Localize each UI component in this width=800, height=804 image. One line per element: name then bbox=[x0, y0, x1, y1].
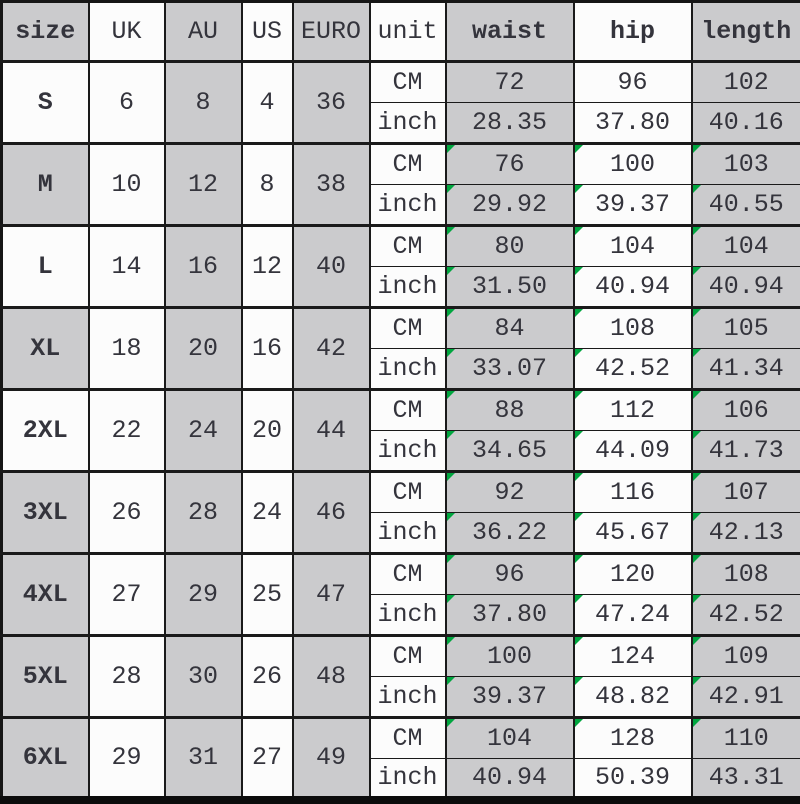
waist-cm-cell: 92 bbox=[446, 472, 574, 513]
uk-cell: 26 bbox=[89, 472, 165, 554]
us-cell: 16 bbox=[242, 308, 293, 390]
row-4xl-cm bbox=[2, 554, 800, 595]
header-euro: EURO bbox=[293, 2, 370, 62]
header-row bbox=[2, 2, 800, 62]
hip-cm-cell: 100 bbox=[574, 144, 692, 185]
header-uk: UK bbox=[89, 2, 165, 62]
au-cell: 30 bbox=[165, 636, 242, 718]
euro-cell: 40 bbox=[293, 226, 370, 308]
uk-cell: 6 bbox=[89, 62, 165, 144]
us-cell: 27 bbox=[242, 718, 293, 800]
header-waist: waist bbox=[446, 2, 574, 62]
waist-inch-cell: 37.80 bbox=[446, 595, 574, 636]
hip-inch-cell: 40.94 bbox=[574, 267, 692, 308]
length-cm-cell: 108 bbox=[692, 554, 800, 595]
hip-cm-cell: 124 bbox=[574, 636, 692, 677]
us-cell: 20 bbox=[242, 390, 293, 472]
hip-inch-cell: 45.67 bbox=[574, 513, 692, 554]
us-cell: 26 bbox=[242, 636, 293, 718]
uk-cell: 18 bbox=[89, 308, 165, 390]
au-cell: 28 bbox=[165, 472, 242, 554]
length-inch-cell: 40.55 bbox=[692, 185, 800, 226]
au-cell: 20 bbox=[165, 308, 242, 390]
length-cm-cell: 102 bbox=[692, 62, 800, 103]
waist-cm-cell: 84 bbox=[446, 308, 574, 349]
us-cell: 12 bbox=[242, 226, 293, 308]
au-cell: 24 bbox=[165, 390, 242, 472]
length-cm-cell: 105 bbox=[692, 308, 800, 349]
unit-cm-cell: CM bbox=[370, 62, 446, 103]
us-cell: 25 bbox=[242, 554, 293, 636]
unit-cm-cell: CM bbox=[370, 554, 446, 595]
au-cell: 12 bbox=[165, 144, 242, 226]
unit-cm-cell: CM bbox=[370, 472, 446, 513]
euro-cell: 48 bbox=[293, 636, 370, 718]
waist-cm-cell: 76 bbox=[446, 144, 574, 185]
hip-inch-cell: 37.80 bbox=[574, 103, 692, 144]
waist-inch-cell: 36.22 bbox=[446, 513, 574, 554]
us-cell: 8 bbox=[242, 144, 293, 226]
unit-cm-cell: CM bbox=[370, 718, 446, 759]
length-cm-cell: 107 bbox=[692, 472, 800, 513]
hip-inch-cell: 48.82 bbox=[574, 677, 692, 718]
waist-cm-cell: 96 bbox=[446, 554, 574, 595]
hip-inch-cell: 44.09 bbox=[574, 431, 692, 472]
waist-cm-cell: 80 bbox=[446, 226, 574, 267]
hip-inch-cell: 42.52 bbox=[574, 349, 692, 390]
length-inch-cell: 42.91 bbox=[692, 677, 800, 718]
waist-inch-cell: 31.50 bbox=[446, 267, 574, 308]
waist-inch-cell: 29.92 bbox=[446, 185, 574, 226]
au-cell: 31 bbox=[165, 718, 242, 800]
hip-cm-cell: 96 bbox=[574, 62, 692, 103]
waist-inch-cell: 39.37 bbox=[446, 677, 574, 718]
row-2xl-cm bbox=[2, 390, 800, 431]
waist-cm-cell: 104 bbox=[446, 718, 574, 759]
euro-cell: 46 bbox=[293, 472, 370, 554]
header-length: length bbox=[692, 2, 800, 62]
uk-cell: 22 bbox=[89, 390, 165, 472]
waist-inch-cell: 40.94 bbox=[446, 759, 574, 800]
row-3xl-cm bbox=[2, 472, 800, 513]
uk-cell: 14 bbox=[89, 226, 165, 308]
unit-inch-cell: inch bbox=[370, 185, 446, 226]
length-cm-cell: 104 bbox=[692, 226, 800, 267]
length-inch-cell: 42.13 bbox=[692, 513, 800, 554]
waist-cm-cell: 88 bbox=[446, 390, 574, 431]
size-cell: L bbox=[2, 226, 89, 308]
unit-cm-cell: CM bbox=[370, 144, 446, 185]
au-cell: 16 bbox=[165, 226, 242, 308]
us-cell: 4 bbox=[242, 62, 293, 144]
size-cell: M bbox=[2, 144, 89, 226]
unit-inch-cell: inch bbox=[370, 267, 446, 308]
hip-inch-cell: 50.39 bbox=[574, 759, 692, 800]
length-inch-cell: 40.16 bbox=[692, 103, 800, 144]
length-inch-cell: 41.34 bbox=[692, 349, 800, 390]
header-us: US bbox=[242, 2, 293, 62]
hip-cm-cell: 104 bbox=[574, 226, 692, 267]
unit-inch-cell: inch bbox=[370, 349, 446, 390]
size-cell: 3XL bbox=[2, 472, 89, 554]
length-inch-cell: 43.31 bbox=[692, 759, 800, 800]
length-inch-cell: 40.94 bbox=[692, 267, 800, 308]
length-cm-cell: 109 bbox=[692, 636, 800, 677]
hip-cm-cell: 116 bbox=[574, 472, 692, 513]
hip-inch-cell: 47.24 bbox=[574, 595, 692, 636]
hip-cm-cell: 112 bbox=[574, 390, 692, 431]
unit-inch-cell: inch bbox=[370, 431, 446, 472]
row-s-cm bbox=[2, 62, 800, 103]
length-inch-cell: 42.52 bbox=[692, 595, 800, 636]
hip-cm-cell: 108 bbox=[574, 308, 692, 349]
hip-cm-cell: 120 bbox=[574, 554, 692, 595]
euro-cell: 38 bbox=[293, 144, 370, 226]
header-size: size bbox=[2, 2, 89, 62]
row-m-cm bbox=[2, 144, 800, 185]
header-au: AU bbox=[165, 2, 242, 62]
unit-inch-cell: inch bbox=[370, 595, 446, 636]
au-cell: 8 bbox=[165, 62, 242, 144]
euro-cell: 36 bbox=[293, 62, 370, 144]
hip-inch-cell: 39.37 bbox=[574, 185, 692, 226]
length-inch-cell: 41.73 bbox=[692, 431, 800, 472]
row-6xl-cm bbox=[2, 718, 800, 759]
size-cell: 4XL bbox=[2, 554, 89, 636]
euro-cell: 49 bbox=[293, 718, 370, 800]
uk-cell: 28 bbox=[89, 636, 165, 718]
size-cell: 6XL bbox=[2, 718, 89, 800]
unit-cm-cell: CM bbox=[370, 226, 446, 267]
length-cm-cell: 110 bbox=[692, 718, 800, 759]
length-cm-cell: 106 bbox=[692, 390, 800, 431]
header-unit: unit bbox=[370, 2, 446, 62]
hip-cm-cell: 128 bbox=[574, 718, 692, 759]
waist-inch-cell: 33.07 bbox=[446, 349, 574, 390]
unit-inch-cell: inch bbox=[370, 513, 446, 554]
length-cm-cell: 103 bbox=[692, 144, 800, 185]
uk-cell: 29 bbox=[89, 718, 165, 800]
size-cell: S bbox=[2, 62, 89, 144]
waist-inch-cell: 28.35 bbox=[446, 103, 574, 144]
uk-cell: 10 bbox=[89, 144, 165, 226]
unit-inch-cell: inch bbox=[370, 759, 446, 800]
size-cell: 5XL bbox=[2, 636, 89, 718]
waist-cm-cell: 100 bbox=[446, 636, 574, 677]
euro-cell: 42 bbox=[293, 308, 370, 390]
size-cell: XL bbox=[2, 308, 89, 390]
waist-cm-cell: 72 bbox=[446, 62, 574, 103]
euro-cell: 44 bbox=[293, 390, 370, 472]
unit-cm-cell: CM bbox=[370, 390, 446, 431]
euro-cell: 47 bbox=[293, 554, 370, 636]
us-cell: 24 bbox=[242, 472, 293, 554]
unit-inch-cell: inch bbox=[370, 677, 446, 718]
unit-cm-cell: CM bbox=[370, 636, 446, 677]
row-l-cm bbox=[2, 226, 800, 267]
row-xl-cm bbox=[2, 308, 800, 349]
header-hip: hip bbox=[574, 2, 692, 62]
unit-cm-cell: CM bbox=[370, 308, 446, 349]
au-cell: 29 bbox=[165, 554, 242, 636]
unit-inch-cell: inch bbox=[370, 103, 446, 144]
row-5xl-cm bbox=[2, 636, 800, 677]
size-cell: 2XL bbox=[2, 390, 89, 472]
uk-cell: 27 bbox=[89, 554, 165, 636]
waist-inch-cell: 34.65 bbox=[446, 431, 574, 472]
